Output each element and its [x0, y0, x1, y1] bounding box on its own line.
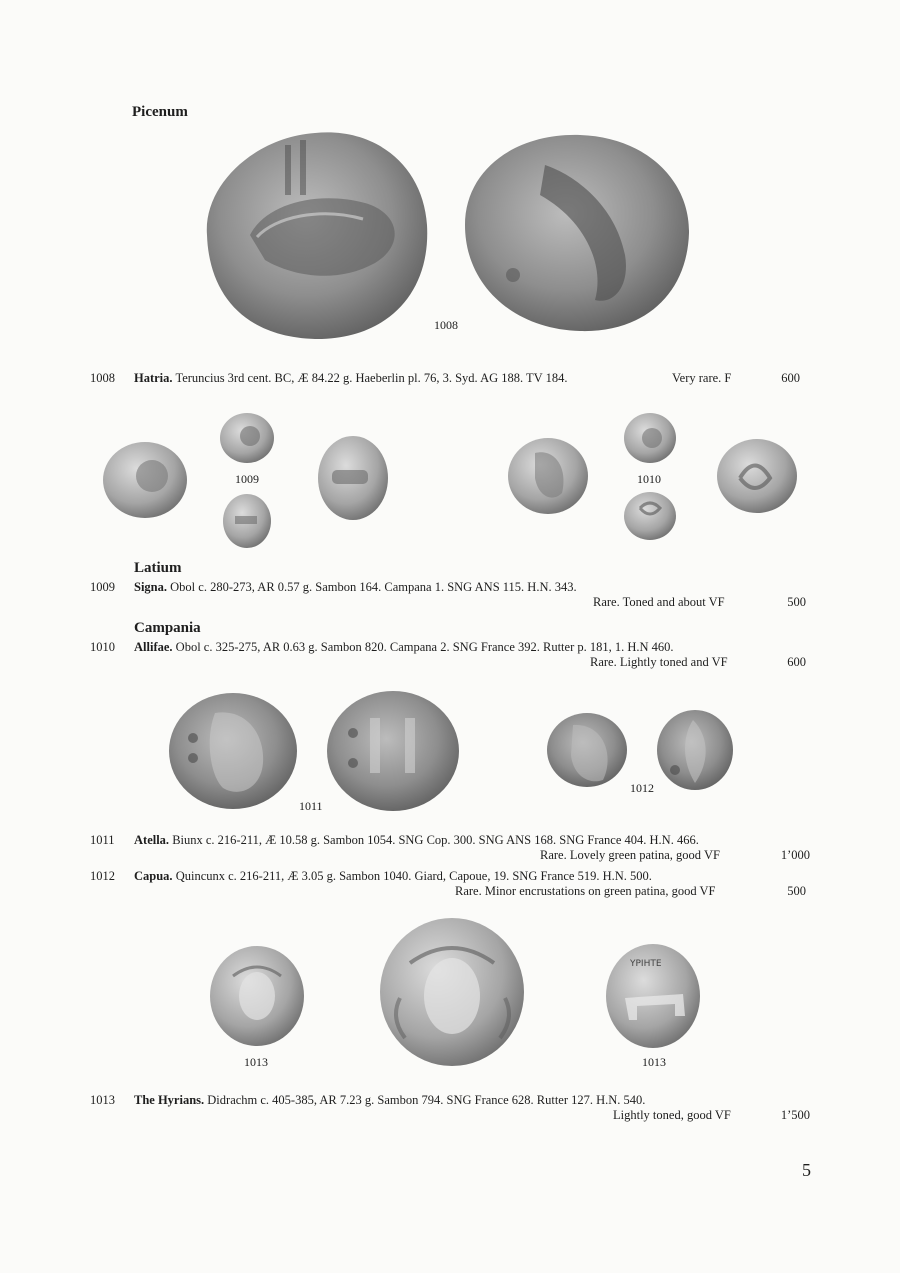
coin-1013-reverse [606, 944, 700, 1048]
coin-plate-1013 [205, 918, 705, 1068]
section-heading-latium: Latium [134, 560, 182, 576]
plate-label-1013-reverse: 1013 [642, 1055, 666, 1069]
lot-entry-1009 [90, 580, 810, 612]
lot-price: 1’000 [780, 848, 810, 862]
coin-1008-reverse [465, 135, 689, 331]
lot-title: Allifae. [134, 640, 173, 654]
lot-price: 500 [787, 595, 806, 609]
coin-1009-obverse-large [103, 442, 187, 518]
page-number: 5 [802, 1160, 811, 1180]
lot-entry-1010 [90, 640, 810, 672]
lot-description: Didrachm c. 405-385, AR 7.23 g. Sambon 794. SNG France 628. Rutter 127. H.N. 540. [207, 1093, 646, 1107]
coin-1010-obverse-large [508, 438, 588, 514]
coin-1009-obverse-small [220, 413, 274, 463]
plate-label-1012: 1012 [630, 781, 654, 795]
lot-description: Biunx c. 216-211, Æ 10.58 g. Sambon 1054. SNG Cop. 300. SNG ANS 168. SNG France 404. H.N. 466. [172, 833, 699, 847]
coin-1011-reverse [327, 691, 459, 811]
coin-1009-reverse-small [223, 494, 271, 548]
lot-price: 600 [787, 655, 806, 669]
coin-1012-obverse [547, 713, 627, 787]
lot-grade: Rare. Lightly toned and VF [590, 655, 728, 669]
coin-1013-obverse-actual-size [210, 946, 304, 1046]
lot-grade: Rare. Toned and about VF [593, 595, 725, 609]
lot-grade: Very rare. F [672, 371, 732, 385]
coin-plate-1011 [165, 688, 465, 816]
coin-1010-obverse-small [624, 413, 676, 463]
lot-price: 600 [781, 371, 800, 385]
lot-price: 500 [787, 884, 806, 898]
lot-number: 1012 [90, 869, 115, 883]
plate-label-1010: 1010 [637, 472, 661, 486]
lot-title: Signa. [134, 580, 168, 594]
lot-grade: Lightly toned, good VF [613, 1108, 731, 1122]
coin-plate-1008 [195, 125, 700, 350]
lot-number: 1013 [90, 1093, 115, 1107]
lot-price: 1’500 [780, 1108, 810, 1122]
lot-number: 1009 [90, 580, 115, 594]
lot-entry-1012 [90, 869, 810, 901]
lot-number: 1008 [90, 371, 115, 385]
coin-1013-reverse-legend: ΥΡΙΗΤΕ [630, 959, 662, 969]
lot-description: Obol c. 280-273, AR 0.57 g. Sambon 164. Campana 1. SNG ANS 115. H.N. 343. [170, 580, 577, 594]
coin-1008-obverse [207, 132, 427, 339]
lot-description: Teruncius 3rd cent. BC, Æ 84.22 g. Haeberlin pl. 76, 3. Syd. AG 188. TV 184. [175, 371, 568, 385]
section-heading-campania: Campania [134, 620, 201, 636]
lot-description: Quincunx c. 216-211, Æ 3.05 g. Sambon 1040. Giard, Capoue, 19. SNG France 519. H.N. 500. [175, 869, 652, 883]
lot-entry-1013 [90, 1093, 810, 1125]
lot-grade: Rare. Minor encrustations on green patina, good VF [455, 884, 716, 898]
lot-title: Hatria. [134, 371, 173, 385]
plate-label-1009: 1009 [235, 472, 259, 486]
coin-1009-reverse-large [318, 436, 388, 520]
lot-title: Capua. [134, 869, 173, 883]
plate-label-1013-obverse: 1013 [244, 1055, 268, 1069]
coin-1010-reverse-large [717, 439, 797, 513]
section-heading-picenum: Picenum [132, 104, 188, 120]
lot-title: Atella. [134, 833, 170, 847]
coin-1013-obverse-enlarged [380, 918, 524, 1066]
coin-1012-reverse [657, 710, 733, 790]
plate-label-1008: 1008 [434, 318, 458, 332]
coin-1011-obverse [169, 693, 297, 809]
plate-label-1011: 1011 [299, 799, 323, 813]
lot-description: Obol c. 325-275, AR 0.63 g. Sambon 820. Campana 2. SNG France 392. Rutter p. 181, 1. H.N 460. [175, 640, 674, 654]
lot-entry-1011 [90, 833, 810, 865]
lot-number: 1010 [90, 640, 115, 654]
coin-1010-reverse-small [624, 492, 676, 540]
lot-title: The Hyrians. [134, 1093, 205, 1107]
lot-grade: Rare. Lovely green patina, good VF [540, 848, 720, 862]
lot-number: 1011 [90, 833, 115, 847]
